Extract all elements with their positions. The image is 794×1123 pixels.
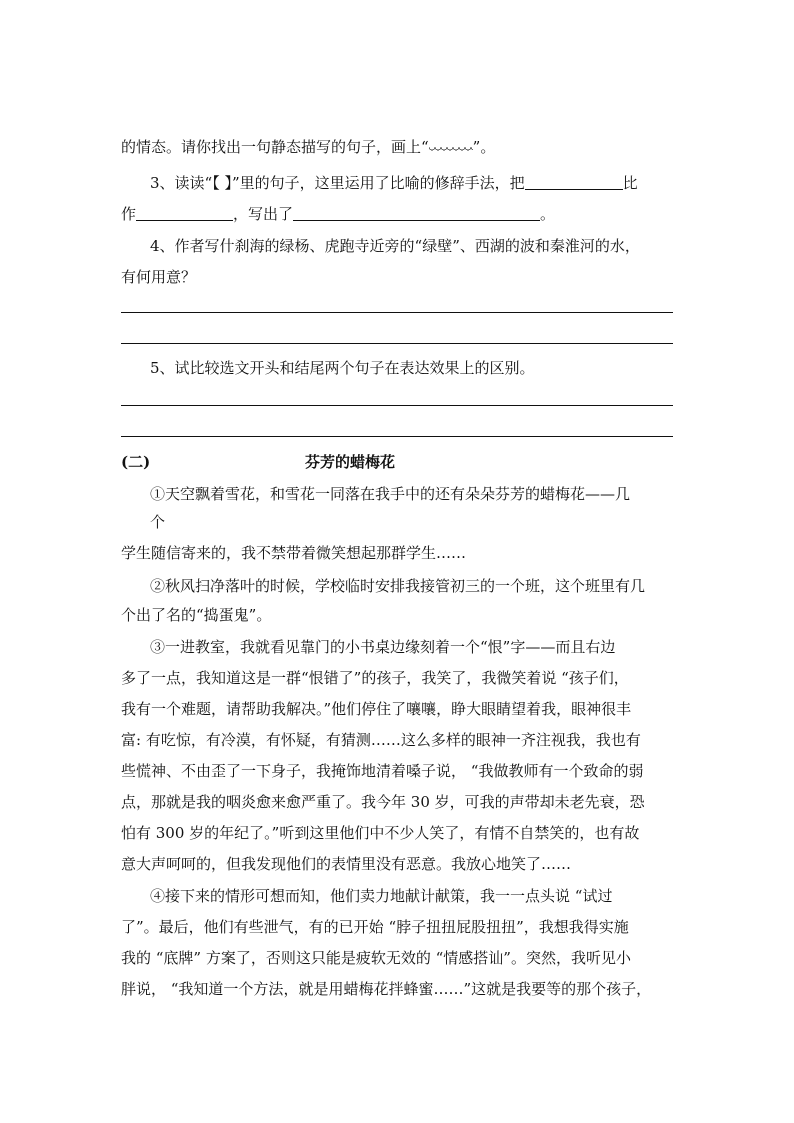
answer-blank-2[interactable] [136, 205, 233, 221]
paragraph-2-line-2: 个出了名的“捣蛋鬼”。 [121, 606, 272, 624]
paragraph-3-line-8: 意大声呵呵的，但我发现他们的表情里没有恶意。我放心地笑了…… [121, 855, 572, 873]
question-4-line-1: 4、作者写什刹海的绿杨、虎跑寺近旁的“绿壁”、西湖的波和秦淮河的水， [150, 237, 640, 255]
paragraph-3-line-5: 些慌神、不由歪了一下身子，我掩饰地清着嗓子说， “我做教师有一个致命的弱 [121, 762, 644, 780]
section-title: 芬芳的蜡梅花 [305, 453, 396, 471]
paragraph-1-line-3: 学生随信寄来的，我不禁带着微笑想起那群学生…… [121, 544, 467, 562]
question-3-text-d: ，写出了 [233, 205, 294, 223]
question-5: 5、试比较选文开头和结尾两个句子在表达效果上的区别。 [150, 359, 535, 377]
question-3-text: 3、读读“【 】”里的句子，这里运用了比喻的修辞手法，把 [150, 174, 525, 192]
question-3-text-b: 比 [622, 174, 638, 192]
paragraph-4-line-3: 我的 “底牌” 方案了，否则这只能是疲软无效的 “情感搭讪”。突然，我听见小 [121, 949, 631, 967]
question-3-text-c: 作 [121, 205, 137, 223]
paragraph-3-line-4: 富: 有吃惊，有冷漠，有怀疑，有猜测……这么多样的眼神一齐注视我，我也有 [121, 731, 641, 749]
paragraph-3-line-2: 多了一点，我知道这是一群“恨错了”的孩子，我笑了，我微笑着说 “孩子们， [121, 669, 629, 687]
answer-blank-1[interactable] [525, 174, 623, 190]
paragraph-4-line-4: 胖说， “我知道一个方法，就是用蜡梅花拌蜂蜜……”这就是我要等的那个孩子， [121, 980, 652, 998]
paragraph-4-line-1: ④接下来的情形可想而知，他们卖力地献计献策，我一一点头说 “试过 [150, 887, 613, 905]
paragraph-4-line-2: 了”。最后，他们有些泄气，有的已开始 “脖子扭扭屁股扭扭”，我想我得实施 [121, 918, 629, 936]
answer-line-q5-1[interactable] [121, 405, 673, 406]
question-4-line-2: 有何用意？ [121, 268, 197, 286]
paragraph-2-line-1: ②秋风扫净落叶的时候，学校临时安排我接管初三的一个班，这个班里有几 [150, 577, 646, 595]
question-3-line-1 [150, 172, 638, 193]
answer-line-q4-1[interactable] [121, 312, 673, 313]
paragraph-1-line-2: 个 [150, 513, 166, 531]
question-3-text-e: 。 [540, 205, 556, 223]
paragraph-1-line-1: ①天空飘着雪花，和雪花一同落在我手中的还有朵朵芬芳的蜡梅花——几 [150, 485, 631, 503]
question-2-tail [121, 136, 495, 157]
paragraph-3-line-3: 我有一个难题，请帮助我解决。”他们停住了嚷嚷，睁大眼睛望着我，眼神很丰 [121, 700, 632, 718]
wavy-underline-mark [429, 143, 473, 153]
paragraph-3-line-1: ③一进教室，我就看见靠门的小书桌边缘刻着一个“恨”字——而且右边 [150, 638, 616, 656]
answer-line-q5-2[interactable] [121, 436, 673, 437]
paragraph-3-line-7: 怕有 300 岁的年纪了。”听到这里他们中不少人笑了，有情不自禁笑的，也有故 [121, 824, 640, 842]
answer-line-q4-2[interactable] [121, 343, 673, 344]
question-3-line-2 [121, 203, 555, 224]
section-number: (二) [121, 453, 151, 471]
paragraph-3-line-6: 点，那就是我的咽炎愈来愈严重了。我今年 30 岁，可我的声带却未老先衰，恐 [121, 793, 645, 811]
answer-blank-3[interactable] [293, 205, 540, 221]
question-2-text: 的情态。请你找出一句静态描写的句子，画上“ [121, 138, 429, 156]
question-2-text-end: ”。 [472, 138, 496, 156]
